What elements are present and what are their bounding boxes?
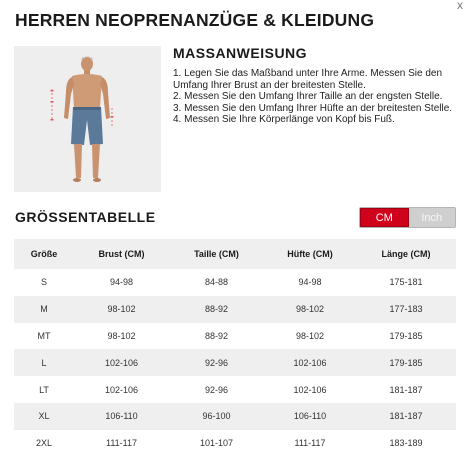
size-table	[14, 239, 456, 457]
size-cell: M	[14, 296, 74, 323]
hip-cell: 98-102	[264, 323, 356, 350]
table-row	[14, 403, 456, 430]
length-cell: 175-181	[356, 269, 456, 296]
hip-cell: 98-102	[264, 296, 356, 323]
unit-inch-button[interactable]: Inch	[409, 208, 456, 227]
hip-cell: 111-117	[264, 430, 356, 457]
table-row	[14, 376, 456, 403]
chest-cell: 102-106	[74, 376, 169, 403]
column-header-chest: Brust (CM)	[74, 239, 169, 269]
instructions-title: MASSANWEISUNG	[173, 45, 308, 61]
table-row	[14, 323, 456, 350]
waist-cell: 96-100	[169, 403, 264, 430]
measurement-figure-icon	[14, 46, 161, 192]
chest-cell: 98-102	[74, 296, 169, 323]
unit-cm-button[interactable]: CM	[360, 208, 409, 227]
size-cell: S	[14, 269, 74, 296]
length-cell: 181-187	[356, 376, 456, 403]
page-title: HERREN NEOPRENANZÜGE & KLEIDUNG	[15, 10, 375, 30]
column-header-hip: Hüfte (CM)	[264, 239, 356, 269]
length-cell: 181-187	[356, 403, 456, 430]
hip-cell: 94-98	[264, 269, 356, 296]
hip-cell: 102-106	[264, 376, 356, 403]
length-cell: 179-185	[356, 323, 456, 350]
instruction-step: 2. Messen Sie den Umfang Ihrer Taille an der engsten Stelle.	[173, 91, 443, 103]
column-header-length: Länge (CM)	[356, 239, 456, 269]
size-cell: 2XL	[14, 430, 74, 457]
waist-cell: 88-92	[169, 296, 264, 323]
column-header-size: Größe	[14, 239, 74, 269]
measurement-illustration	[14, 46, 161, 192]
table-row	[14, 430, 456, 457]
size-cell: XL	[14, 403, 74, 430]
table-row	[14, 349, 456, 376]
chest-cell: 98-102	[74, 323, 169, 350]
table-row	[14, 296, 456, 323]
length-cell: 179-185	[356, 349, 456, 376]
instructions-steps	[173, 68, 463, 126]
chest-cell: 111-117	[74, 430, 169, 457]
column-header-waist: Taille (CM)	[169, 239, 264, 269]
hip-cell: 106-110	[264, 403, 356, 430]
table-header-row	[14, 239, 456, 269]
waist-cell: 92-96	[169, 376, 264, 403]
waist-cell: 84-88	[169, 269, 264, 296]
size-cell: LT	[14, 376, 74, 403]
size-chart-title: GRÖSSENTABELLE	[15, 209, 156, 225]
waist-cell: 92-96	[169, 349, 264, 376]
close-button[interactable]: x	[457, 0, 463, 12]
waist-cell: 88-92	[169, 323, 264, 350]
size-cell: MT	[14, 323, 74, 350]
chest-cell: 106-110	[74, 403, 169, 430]
chest-cell: 102-106	[74, 349, 169, 376]
instruction-step: 3. Messen Sie den Umfang Ihrer Hüfte an der breitesten Stelle.	[173, 102, 453, 114]
chest-cell: 94-98	[74, 269, 169, 296]
waist-cell: 101-107	[169, 430, 264, 457]
instruction-step: 1. Legen Sie das Maßband unter Ihre Arme. Messen Sie den Umfang Ihrer Brust an der breitesten Stelle.	[173, 68, 443, 91]
instruction-step: 4. Messen Sie Ihre Körperlänge von Kopf bis Fuß.	[173, 114, 395, 126]
length-cell: 183-189	[356, 430, 456, 457]
length-cell: 177-183	[356, 296, 456, 323]
size-cell: L	[14, 349, 74, 376]
table-row	[14, 269, 456, 296]
unit-toggle[interactable]	[359, 207, 456, 228]
hip-cell: 102-106	[264, 349, 356, 376]
